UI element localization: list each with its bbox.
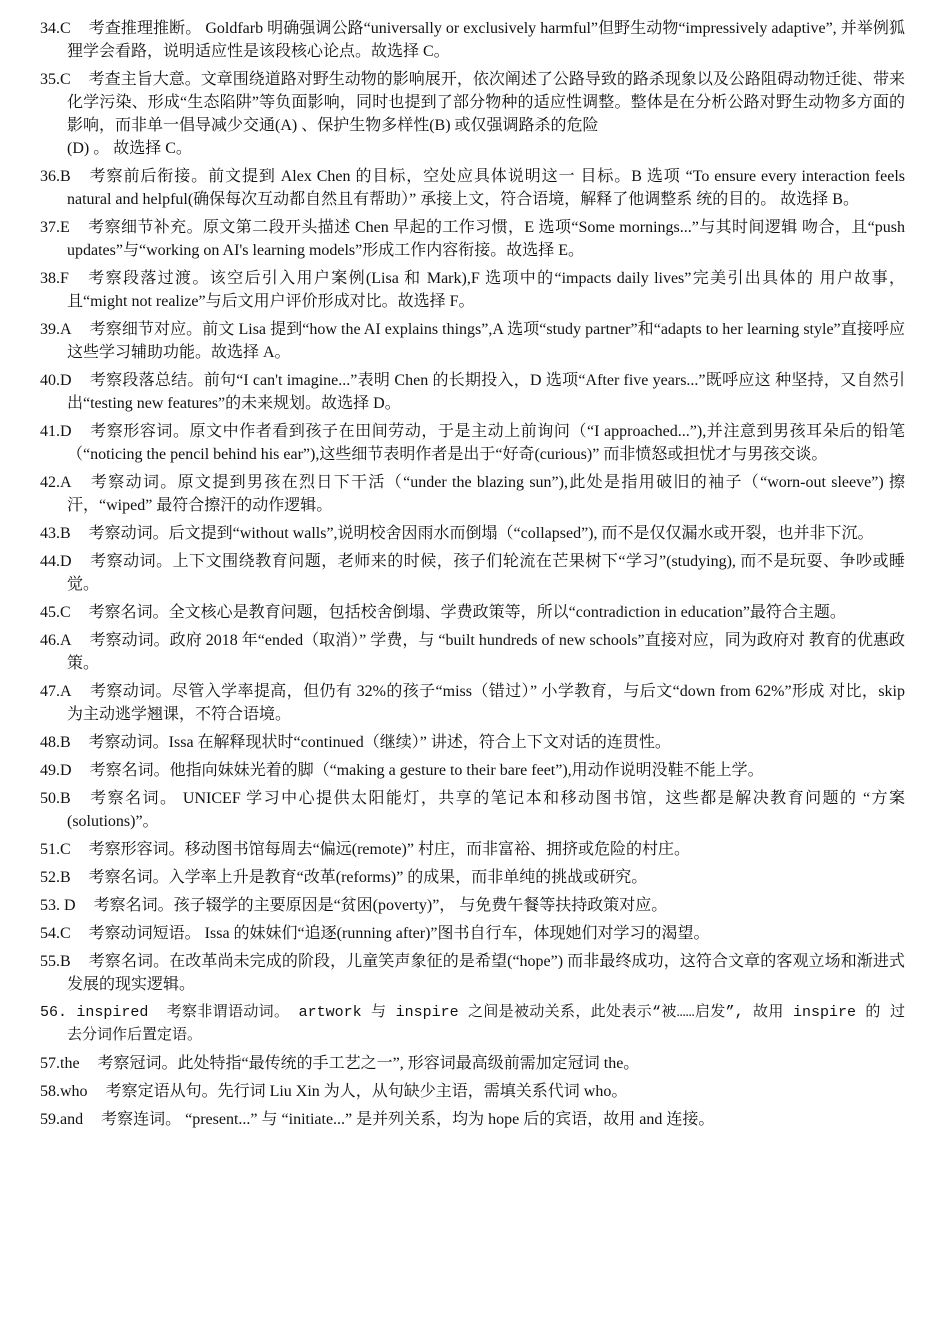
answer-label: 56. inspired [40, 1004, 149, 1021]
explanation-item-52 [40, 866, 905, 889]
explanation-item-41 [40, 420, 905, 466]
explanation-text: 考察形容词。原文中作者看到孩子在田间劳动，于是主动上前询问（“I approached...”),并注意到男孩耳朵后的铅笔（“noticing the pencil behind his ear”),这些细节表明作者是出于“好奇(curious)” 而非愤怒或担忧才与男孩交谈。 [67, 423, 905, 463]
explanation-text: 考察段落过渡。该空后引入用户案例(Lisa 和 Mark),F 选项中的“impacts daily lives”完美引出具体的 用户故事，且“might not realize”与后文用户评价形成对比。故选择 F。 [67, 270, 905, 310]
explanation-text: 考察定语从句。先行词 Liu Xin 为人，从句缺少主语，需填关系代词 who。 [105, 1083, 628, 1100]
answer-label: 46.A [40, 632, 72, 649]
explanation-text: 考察细节对应。前文 Lisa 提到“how the AI explains things”,A 选项“study partner”和“adapts to her learning style”直接呼应这些学习辅助功能。故选择 A。 [67, 321, 905, 361]
explanation-text: 考查推理推断。 Goldfarb 明确强调公路“universally or exclusively harmful”但野生动物“impressively adaptive”, 并举例狐狸学会看路，说明适应性是该段核心论点。故选择 C。 [67, 20, 905, 60]
answer-label: 48.B [40, 734, 71, 751]
answer-label: 43.B [40, 525, 71, 542]
explanation-text: 考察名词。他指向妹妹光着的脚（“making a gesture to their bare feet”),用动作说明没鞋不能上学。 [89, 762, 764, 779]
explanation-text: 考察动词。上下文围绕教育问题，老师来的时候，孩子们轮流在芒果树下“学习”(studying), 而不是玩耍、争吵或睡觉。 [67, 553, 905, 593]
explanation-text: 考察名词。 UNICEF 学习中心提供太阳能灯，共享的笔记本和移动图书馆，这些都是解决教育问题的 “方案(solutions)”。 [67, 790, 905, 830]
explanation-text: 考察动词。Issa 在解释现状时“continued（继续）” 讲述，符合上下文对话的连贯性。 [88, 734, 671, 751]
explanation-item-57 [40, 1052, 905, 1075]
explanation-item-56 [40, 1001, 905, 1047]
explanation-item-54 [40, 922, 905, 945]
explanation-item-55 [40, 950, 905, 996]
explanation-item-37 [40, 216, 905, 262]
explanation-item-43 [40, 522, 905, 545]
answer-label: 49.D [40, 762, 72, 779]
explanation-item-39 [40, 318, 905, 364]
answer-label: 53. D [40, 897, 76, 914]
answer-label: 36.B [40, 168, 71, 185]
answer-label: 35.C [40, 71, 71, 88]
explanation-text: 考察非谓语动词。 artwork 与 inspire 之间是被动关系，此处表示“被……启发”, 故用 inspire 的 过去分词作后置定语。 [67, 1004, 905, 1044]
answer-label: 55.B [40, 953, 71, 970]
explanation-item-46 [40, 629, 905, 675]
explanation-text: 考察形容词。移动图书馆每周去“偏远(remote)” 村庄，而非富裕、拥挤或危险的村庄。 [88, 841, 690, 858]
explanation-item-50 [40, 787, 905, 833]
explanation-item-47 [40, 680, 905, 726]
explanation-text: 考查主旨大意。文章围绕道路对野生动物的影响展开，依次阐述了公路导致的路杀现象以及公路阻碍动物迁徙、带来化学污染、形成“生态陷阱”等负面影响，同时也提到了部分物种的适应性调整。整体是在分析公路对野生动物多方面的影响，而非单一倡导减少交通(A) 、保护生物多样性(B) 或仅强调路杀的危险 (D) 。 故选择 C。 [67, 71, 905, 157]
explanation-text: 考察动词。尽管入学率提高，但仍有 32%的孩子“miss（错过）” 小学教育，与后文“down from 62%”形成 对比，skip 为主动逃学翘课，不符合语境。 [67, 683, 905, 723]
explanation-text: 考察动词。后文提到“without walls”,说明校舍因雨水而倒塌（“collapsed”), 而不是仅仅漏水或开裂，也并非下沉。 [88, 525, 874, 542]
explanation-text: 考察细节补充。原文第二段开头描述 Chen 早起的工作习惯，E 选项“Some mornings...”与其时间逻辑 吻合，且“push updates”与“working on AI's learning models”形成工作内容衔接。故选择 E。 [67, 219, 905, 259]
answer-label: 58.who [40, 1083, 88, 1100]
explanation-text: 考察连词。 “present...” 与 “initiate...” 是并列关系，均为 hope 后的宾语，故用 and 连接。 [101, 1111, 715, 1128]
explanation-item-58 [40, 1080, 905, 1103]
answer-label: 40.D [40, 372, 72, 389]
answer-label: 59.and [40, 1111, 84, 1128]
explanation-item-59 [40, 1108, 905, 1131]
explanation-item-44 [40, 550, 905, 596]
explanation-item-34 [40, 17, 905, 63]
explanation-text: 考察名词。入学率上升是教育“改革(reforms)” 的成果，而非单纯的挑战或研究。 [88, 869, 648, 886]
answer-label: 44.D [40, 553, 72, 570]
explanation-item-53 [40, 894, 905, 917]
explanation-item-45 [40, 601, 905, 624]
answer-label: 50.B [40, 790, 71, 807]
explanation-item-40 [40, 369, 905, 415]
answer-label: 38.F [40, 270, 69, 287]
answer-label: 41.D [40, 423, 72, 440]
answer-label: 45.C [40, 604, 71, 621]
answer-label: 54.C [40, 925, 71, 942]
explanation-text: 考察动词短语。 Issa 的妹妹们“追逐(running after)”图书自行车，体现她们对学习的渴望。 [88, 925, 710, 942]
explanation-item-36 [40, 165, 905, 211]
explanation-text: 考察动词。政府 2018 年“ended（取消）” 学费，与 “built hundreds of new schools”直接对应，同为政府对 教育的优惠政策。 [67, 632, 905, 672]
answer-label: 47.A [40, 683, 72, 700]
answer-label: 42.A [40, 474, 72, 491]
explanation-item-51 [40, 838, 905, 861]
explanation-text: 考察动词。原文提到男孩在烈日下干活（“under the blazing sun”),此处是指用破旧的袖子（“worn-out sleeve”) 擦汗，“wiped” 最符合擦汗的动作逻辑。 [67, 474, 905, 514]
explanation-item-38 [40, 267, 905, 313]
answer-label: 52.B [40, 869, 71, 886]
explanation-text: 考察名词。孩子辍学的主要原因是“贫困(poverty)”， 与免费午餐等扶持政策对应。 [93, 897, 668, 914]
answer-label: 57.the [40, 1055, 80, 1072]
explanation-text: 考察名词。在改革尚未完成的阶段，儿童笑声象征的是希望(“hope”) 而非最终成功，这符合文章的客观立场和渐进式发展的现实逻辑。 [67, 953, 905, 993]
answer-label: 39.A [40, 321, 72, 338]
answer-label: 37.E [40, 219, 70, 236]
answer-label: 34.C [40, 20, 71, 37]
explanation-text: 考察段落总结。前句“I can't imagine...”表明 Chen 的长期投入，D 选项“After five years...”既呼应这 种坚持，又自然引出“testing new features”的未来规划。故选择 D。 [67, 372, 905, 412]
explanation-item-42 [40, 471, 905, 517]
explanation-text: 考察冠词。此处特指“最传统的手工艺之一”, 形容词最高级前需加定冠词 the。 [97, 1055, 640, 1072]
explanation-text: 考察名词。全文核心是教育问题，包括校舍倒塌、学费政策等，所以“contradiction in education”最符合主题。 [88, 604, 846, 621]
explanation-item-35 [40, 68, 905, 160]
explanation-text: 考察前后衔接。前文提到 Alex Chen 的目标，空处应具体说明这一 目标。B 选项 “To ensure every interaction feels natural and helpful(确保每次互动都自然且有帮助）” 承接上文，符合语境，解释了他调整系 统的目的。 故选择 B。 [67, 168, 905, 208]
answer-label: 51.C [40, 841, 71, 858]
explanation-item-49 [40, 759, 905, 782]
explanation-item-48 [40, 731, 905, 754]
